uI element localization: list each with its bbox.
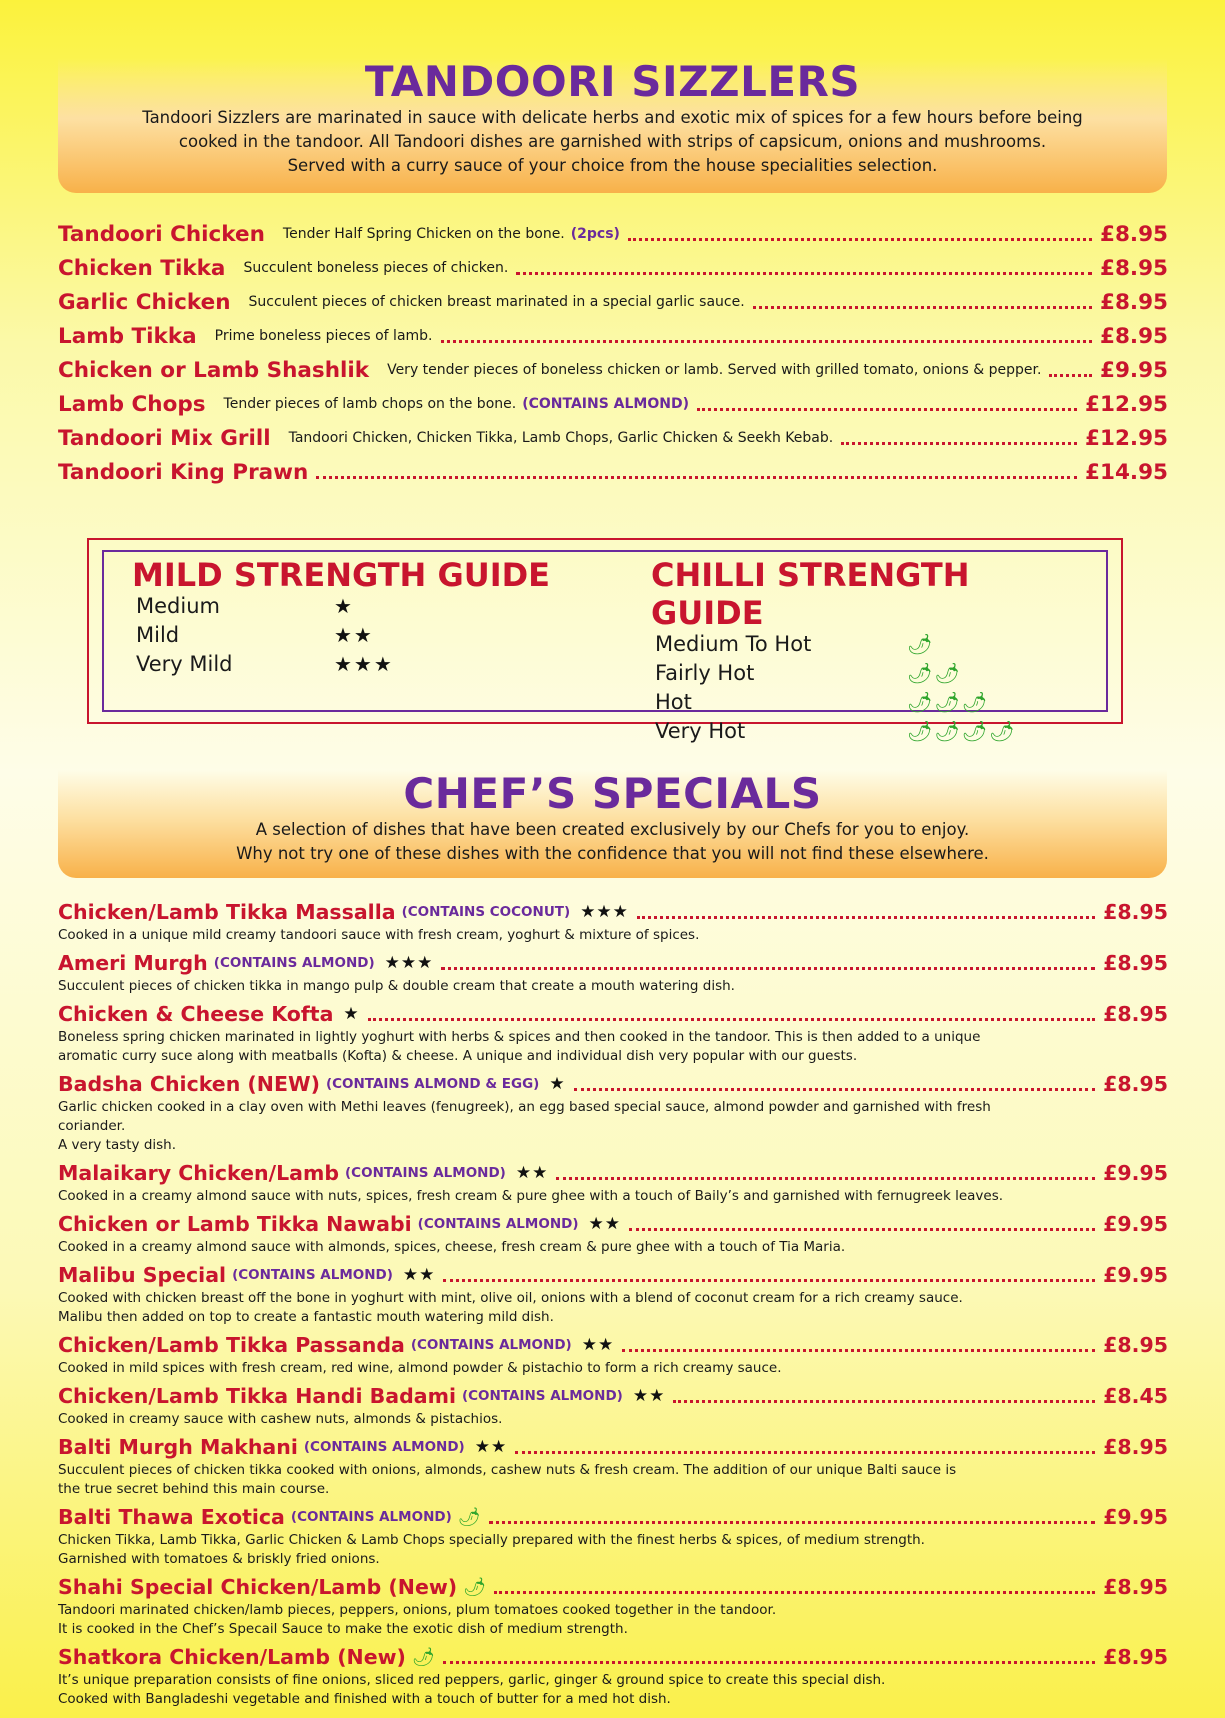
item-price: £9.95 [1103,1505,1168,1529]
tandoori-title: TANDOORI SIZZLERS [364,57,861,106]
star-icon: ★★★ [580,902,629,922]
item-description: Prime boneless pieces of lamb. [214,328,433,344]
menu-item [58,421,1168,455]
tandoori-intro-line: Served with a curry sauce of your choice from the house specialities selection. [287,156,938,175]
guide-label: Very Hot [655,719,746,743]
item-price: £8.95 [1099,221,1168,247]
dot-leader [622,1349,1095,1352]
chilli-guide-row [651,690,1091,719]
item-description: aromatic curry suce along with meatballs (Kofta) & cheese. A unique and individual dish very popular with our guests. [58,1048,858,1064]
item-name: Malibu Special [58,1263,227,1287]
item-description: Cooked in a creamy almond sauce with almonds, spices, cheese, fresh cream & pure ghee with a touch of Tia Maria. [58,1239,846,1255]
star-icon: ★★ [474,1437,508,1457]
dot-leader [841,442,1077,445]
item-description: Tender pieces of lamb chops on the bone. [223,396,517,412]
item-name: Chicken/Lamb Tikka Passanda [58,1333,405,1357]
item-price: £9.95 [1103,1161,1168,1185]
item-price: £8.95 [1099,289,1168,315]
item-name: Lamb Tikka [58,323,197,349]
dot-leader [316,476,1077,479]
chefs-intro-line: Why not try one of these dishes with the confidence that you will not find these elsewhere. [236,844,989,863]
special-item-header [58,898,1168,926]
special-item-header [58,1331,1168,1359]
special-item [58,1070,1168,1155]
star-icon: ★★ [334,623,374,647]
item-note: (CONTAINS ALMOND) [345,1165,506,1181]
item-price: £9.95 [1103,1212,1168,1236]
item-price: £8.95 [1103,1072,1168,1096]
tandoori-menu-list [58,217,1168,489]
dot-leader [515,1451,1095,1454]
guide-label: Fairly Hot [655,661,755,685]
tandoori-intro-line: cooked in the tandoor. All Tandoori dishes are garnished with strips of capsicum, onions and mushrooms. [178,132,1047,151]
dot-leader [516,272,1092,275]
item-name: Garlic Chicken [58,289,231,315]
chilli-icon: 🌶 [457,1506,481,1528]
chilli-icon: 🌶🌶🌶🌶 [907,719,1017,743]
dot-leader [574,1088,1096,1091]
item-note: (2pcs) [570,226,620,242]
menu-item [58,251,1168,285]
item-description: the true secret behind this main course. [58,1481,330,1497]
item-name: Chicken/Lamb Tikka Massalla [58,900,396,924]
special-item-header [58,1000,1168,1028]
dot-leader [489,1521,1096,1524]
guide-label: Hot [655,690,692,714]
chilli-icon: 🌶🌶🌶 [907,690,990,714]
tandoori-banner [58,58,1167,193]
item-name: Ameri Murgh [58,951,208,975]
dot-leader [697,408,1077,411]
star-icon: ★★ [588,1214,621,1234]
dot-leader [494,1591,1095,1594]
item-price: £9.95 [1099,357,1168,383]
chilli-guide-title: CHILLI STRENGTH GUIDE [651,556,970,632]
menu-item [58,353,1168,387]
item-description: Malibu then added on top to create a fantastic mouth watering mild dish. [58,1309,554,1325]
menu-item [58,319,1168,353]
special-item-header [58,1070,1168,1098]
star-icon: ★★ [515,1163,549,1183]
chilli-guide-row [651,661,1091,690]
guide-label: Very Mild [136,652,233,676]
item-name: Chicken/Lamb Tikka Handi Badami [58,1384,456,1408]
item-description: It’s unique preparation consists of fine onions, sliced red peppers, garlic, ginger & ground spice to create this special dish. [58,1672,886,1688]
item-name: Balti Thawa Exotica [58,1505,285,1529]
item-description: Cooked in a unique mild creamy tandoori sauce with fresh cream, yoghurt & mixture of spices. [58,927,700,943]
item-description: Cooked with Bangladeshi vegetable and finished with a touch of butter for a med hot dish. [58,1691,671,1707]
mild-guide-row [132,652,592,681]
chilli-icon: 🌶 [907,632,935,656]
item-description: Garlic chicken cooked in a clay oven with Methi leaves (fenugreek), an egg based special sauce, almond powder and garnished with fresh coriander. [58,1099,991,1134]
item-note: (CONTAINS ALMOND & EGG) [325,1076,540,1092]
item-description: Garnished with tomatoes & briskly fried onions. [58,1551,380,1567]
star-icon: ★★ [402,1265,436,1285]
special-item [58,1000,1168,1066]
dot-leader [443,1279,1095,1282]
dot-leader [556,1177,1095,1180]
chilli-icon: 🌶🌶 [907,661,962,685]
item-description: Succulent pieces of chicken tikka cooked with onions, almonds, cashew nuts & fresh cream. The addition of our unique Balti sauce is [58,1462,957,1478]
item-note: (CONTAINS ALMOND) [410,1337,572,1353]
chilli-guide-row [651,632,1091,661]
dot-leader [753,306,1092,309]
item-description: Succulent pieces of chicken breast marinated in a special garlic sauce. [248,294,745,310]
chilli-guide-row [651,719,1091,748]
item-name: Tandoori Mix Grill [58,425,271,451]
item-price: £12.95 [1085,391,1168,417]
item-name: Balti Murgh Makhani [58,1435,298,1459]
special-item-header [58,1433,1168,1461]
star-icon: ★★★ [334,652,394,676]
strength-guide-inner [102,550,1108,743]
item-price: £8.95 [1103,1002,1168,1026]
item-price: £8.95 [1099,323,1168,349]
item-price: £8.95 [1103,1333,1168,1357]
item-description: Chicken Tikka, Lamb Tikka, Garlic Chicken & Lamb Chops specially prepared with the finest herbs & spices, of medium strength. [58,1532,925,1548]
item-name: Badsha Chicken (NEW) [58,1072,320,1096]
item-description: Succulent boneless pieces of chicken. [243,260,509,276]
item-name: Chicken or Lamb Shashlik [58,357,370,383]
item-price: £8.95 [1103,900,1168,924]
item-name: Chicken or Lamb Tikka Nawabi [58,1212,412,1236]
special-item [58,1159,1168,1206]
special-item [58,1643,1168,1709]
item-price: £8.95 [1103,951,1168,975]
special-item [58,1210,1168,1257]
special-item [58,1503,1168,1569]
item-note: (CONTAINS ALMOND) [303,1439,465,1455]
item-description: It is cooked in the Chef’s Specail Sauce to make the exotic dish of medium strength. [58,1621,628,1637]
dot-leader [443,1661,1095,1664]
menu-item [58,387,1168,421]
chefs-specials-list [58,898,1168,1713]
chefs-intro-line: A selection of dishes that have been created exclusively by our Chefs for you to enjoy. [255,820,970,839]
item-description: Tender Half Spring Chicken on the bone. [282,226,565,242]
chilli-icon: 🌶 [411,1646,435,1668]
item-description: Tandoori Chicken, Chicken Tikka, Lamb Chops, Garlic Chicken & Seekh Kebab. [288,430,834,446]
item-note: (CONTAINS COCONUT) [401,904,571,920]
guide-label: Medium [136,594,220,618]
item-price: £8.95 [1103,1645,1168,1669]
dot-leader [673,1400,1095,1403]
mild-guide-row [132,623,592,652]
chilli-strength-guide [651,556,1091,748]
item-price: £8.95 [1099,255,1168,281]
item-price: £9.95 [1103,1263,1168,1287]
item-description: Boneless spring chicken marinated in lightly yoghurt with herbs & spices and then cooked in the tandoor. This is then added to a unique [58,1029,981,1045]
special-item-header [58,1382,1168,1410]
item-description: Tandoori marinated chicken/lamb pieces, peppers, onions, plum tomatoes cooked together in the tandoor. [58,1602,777,1618]
star-icon: ★★ [632,1386,666,1406]
mild-guide-title: MILD STRENGTH GUIDE [132,556,551,594]
mild-guide-row [132,594,592,623]
item-description: Cooked with chicken breast off the bone in yoghurt with mint, olive oil, onions with a blend of coconut cream for a rich creamy sauce. [58,1290,963,1306]
mild-strength-guide [132,556,592,681]
item-name: Chicken Tikka [58,255,226,281]
special-item [58,1382,1168,1429]
item-name: Chicken & Cheese Kofta [58,1002,334,1026]
special-item-header [58,1159,1168,1187]
item-price: £12.95 [1085,425,1168,451]
item-description: Cooked in mild spices with fresh cream, red wine, almond powder & pistachio to form a rich creamy sauce. [58,1360,782,1376]
chilli-icon: 🌶 [463,1576,487,1598]
special-item [58,1261,1168,1327]
item-name: Tandoori Chicken [58,221,265,247]
item-name: Tandoori King Prawn [58,459,309,485]
strength-guide-box [87,538,1123,743]
chefs-specials-banner [58,770,1167,878]
tandoori-intro-line: Tandoori Sizzlers are marinated in sauce with delicate herbs and exotic mix of spices for a few hours before being [142,108,1083,127]
menu-item [58,455,1168,489]
item-note: (CONTAINS ALMOND) [290,1509,452,1525]
special-item-header [58,1503,1168,1531]
dot-leader [441,967,1095,970]
menu-item [58,217,1168,251]
menu-item [58,285,1168,319]
chefs-specials-title: CHEF’S SPECIALS [403,769,822,818]
item-price: £14.95 [1085,459,1168,485]
special-item [58,1331,1168,1378]
star-icon: ★ [343,1004,360,1024]
guide-label: Medium To Hot [655,632,812,656]
item-price: £8.45 [1103,1384,1168,1408]
star-icon: ★ [334,594,354,618]
special-item [58,1433,1168,1499]
star-icon: ★★★ [384,953,434,973]
dot-leader [368,1018,1096,1021]
special-item [58,1573,1168,1639]
special-item-header [58,1573,1168,1601]
item-name: Shatkora Chicken/Lamb (New) [58,1645,406,1669]
item-note: (CONTAINS ALMOND) [461,1388,623,1404]
special-item-header [58,1643,1168,1671]
dot-leader [628,238,1092,241]
item-note: (CONTAINS ALMOND) [232,1267,393,1283]
dot-leader [441,340,1092,343]
star-icon: ★★ [581,1335,615,1355]
item-description: A very tasty dish. [58,1137,177,1153]
special-item-header [58,949,1168,977]
item-description: Cooked in a creamy almond sauce with nuts, spices, fresh cream & pure ghee with a touch of Baily’s and garnished with fernugreek leaves. [58,1188,1004,1204]
item-description: Very tender pieces of boneless chicken or lamb. Served with grilled tomato, onions & pepper. [387,362,1042,378]
item-price: £8.95 [1103,1575,1168,1599]
special-item-header [58,1261,1168,1289]
star-icon: ★ [549,1074,566,1094]
item-note: (CONTAINS ALMOND) [213,955,375,971]
item-note: (CONTAINS ALMOND) [522,396,689,412]
special-item [58,898,1168,945]
dot-leader [637,916,1095,919]
item-description: Cooked in creamy sauce with cashew nuts, almonds & pistachios. [58,1411,503,1427]
guide-label: Mild [136,623,180,647]
item-name: Shahi Special Chicken/Lamb (New) [58,1575,458,1599]
item-price: £8.95 [1103,1435,1168,1459]
item-description: Succulent pieces of chicken tikka in mango pulp & double cream that create a mouth watering dish. [58,978,735,994]
dot-leader [1049,374,1092,377]
special-item-header [58,1210,1168,1238]
item-name: Lamb Chops [58,391,206,417]
dot-leader [629,1228,1095,1231]
item-name: Malaikary Chicken/Lamb [58,1161,340,1185]
special-item [58,949,1168,996]
item-note: (CONTAINS ALMOND) [417,1216,579,1232]
